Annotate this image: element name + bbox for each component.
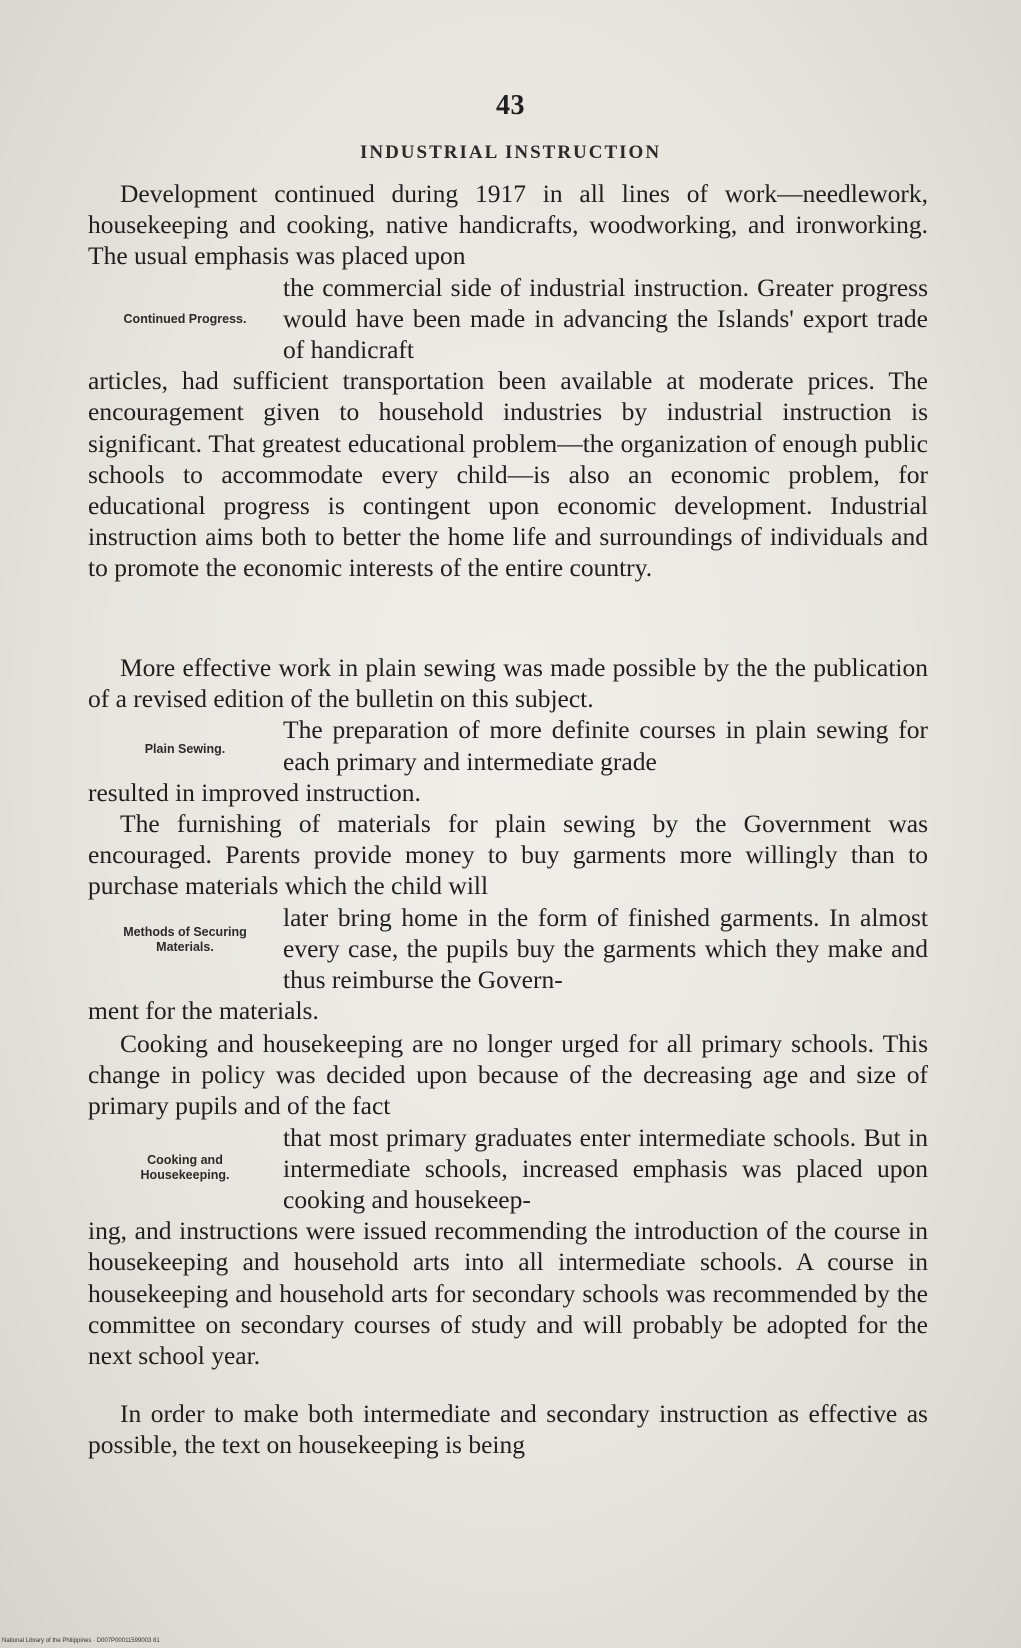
paragraph-text: The furnishing of materials for plain sewing by the Government was encouraged. Parents provide money to buy garments more willingly than to purchase materials which the child will [88,809,928,901]
page-number: 43 [496,90,525,121]
paragraph-development [88,178,928,584]
paragraph-cooking [88,1028,928,1371]
sidenote-continued-progress: Continued Progress. [123,312,247,326]
paragraph-text-housekeeping [88,1398,928,1460]
paragraph-text-inset: that most primary graduates enter intermediate schools. But in intermediate schools, increased emphasis was placed upon cooking and housekeep- [283,1122,928,1215]
section-title: INDUSTRIAL INSTRUCTION [359,142,662,163]
paragraph-text-inset: later bring home in the form of finished garments. In almost every case, the pupils buy the garments which they make and thus reimburse the Govern- [283,902,928,995]
sidenote-methods-of-securing-materials: Methods of Securing Materials. [123,925,247,954]
paragraph-text: articles, had sufficient transportation been available at moderate prices. The encouragement given to household industries by industrial instruction is significant. That greatest educational problem—the organization of enough public schools to accommodate every child—is also an economic problem, for educational progress is contingent upon economic development. Industrial instruction aims both to better the home life and surroundings of individuals and to promote the economic interests of the entire country. [88,366,928,583]
footer-credit: National Library of the Philippines · D007P00011599003 81 [2,1638,160,1644]
paragraph-text: ment for the materials. [88,996,319,1026]
paragraph-text: resulted in improved instruction. [88,777,421,807]
sidenote-cooking-and-housekeeping: Cooking and Housekeeping. [140,1153,230,1182]
paragraph-text: More effective work in plain sewing was made possible by the the publication of a revised edition of the bulletin on this subject. [88,653,928,714]
paragraph-text: Cooking and housekeeping are no longer urged for all primary schools. This change in policy was decided upon because of the decreasing age and size of primary pupils and of the fact [88,1029,928,1121]
paragraph-materials [88,808,928,1026]
paragraph-plain-sewing [88,652,928,808]
sidenote-plain-sewing: Plain Sewing. [144,742,226,756]
paragraph-text: In order to make both intermediate and secondary instruction as effective as possible, the text on housekeeping is being [88,1399,928,1460]
paragraph-text-inset: The preparation of more definite courses in plain sewing for each primary and intermediate grade [283,715,928,776]
paragraph-text-inset: the commercial side of industrial instruction. Greater progress would have been made in advancing the Islands' export trade of handicraft [283,272,928,365]
paragraph-text: Development continued during 1917 in all lines of work—needlework, housekeeping and cooking, native handicrafts, woodworking, and ironworking. The usual emphasis was placed upon [88,179,928,271]
paragraph-text: ing, and instructions were issued recommending the introduction of the course in housekeeping and household arts into all intermediate schools. A course in housekeeping and household arts for secondary schools was recommended by the committee on secondary courses of study and will probably be adopted for the next school year. [88,1216,928,1371]
